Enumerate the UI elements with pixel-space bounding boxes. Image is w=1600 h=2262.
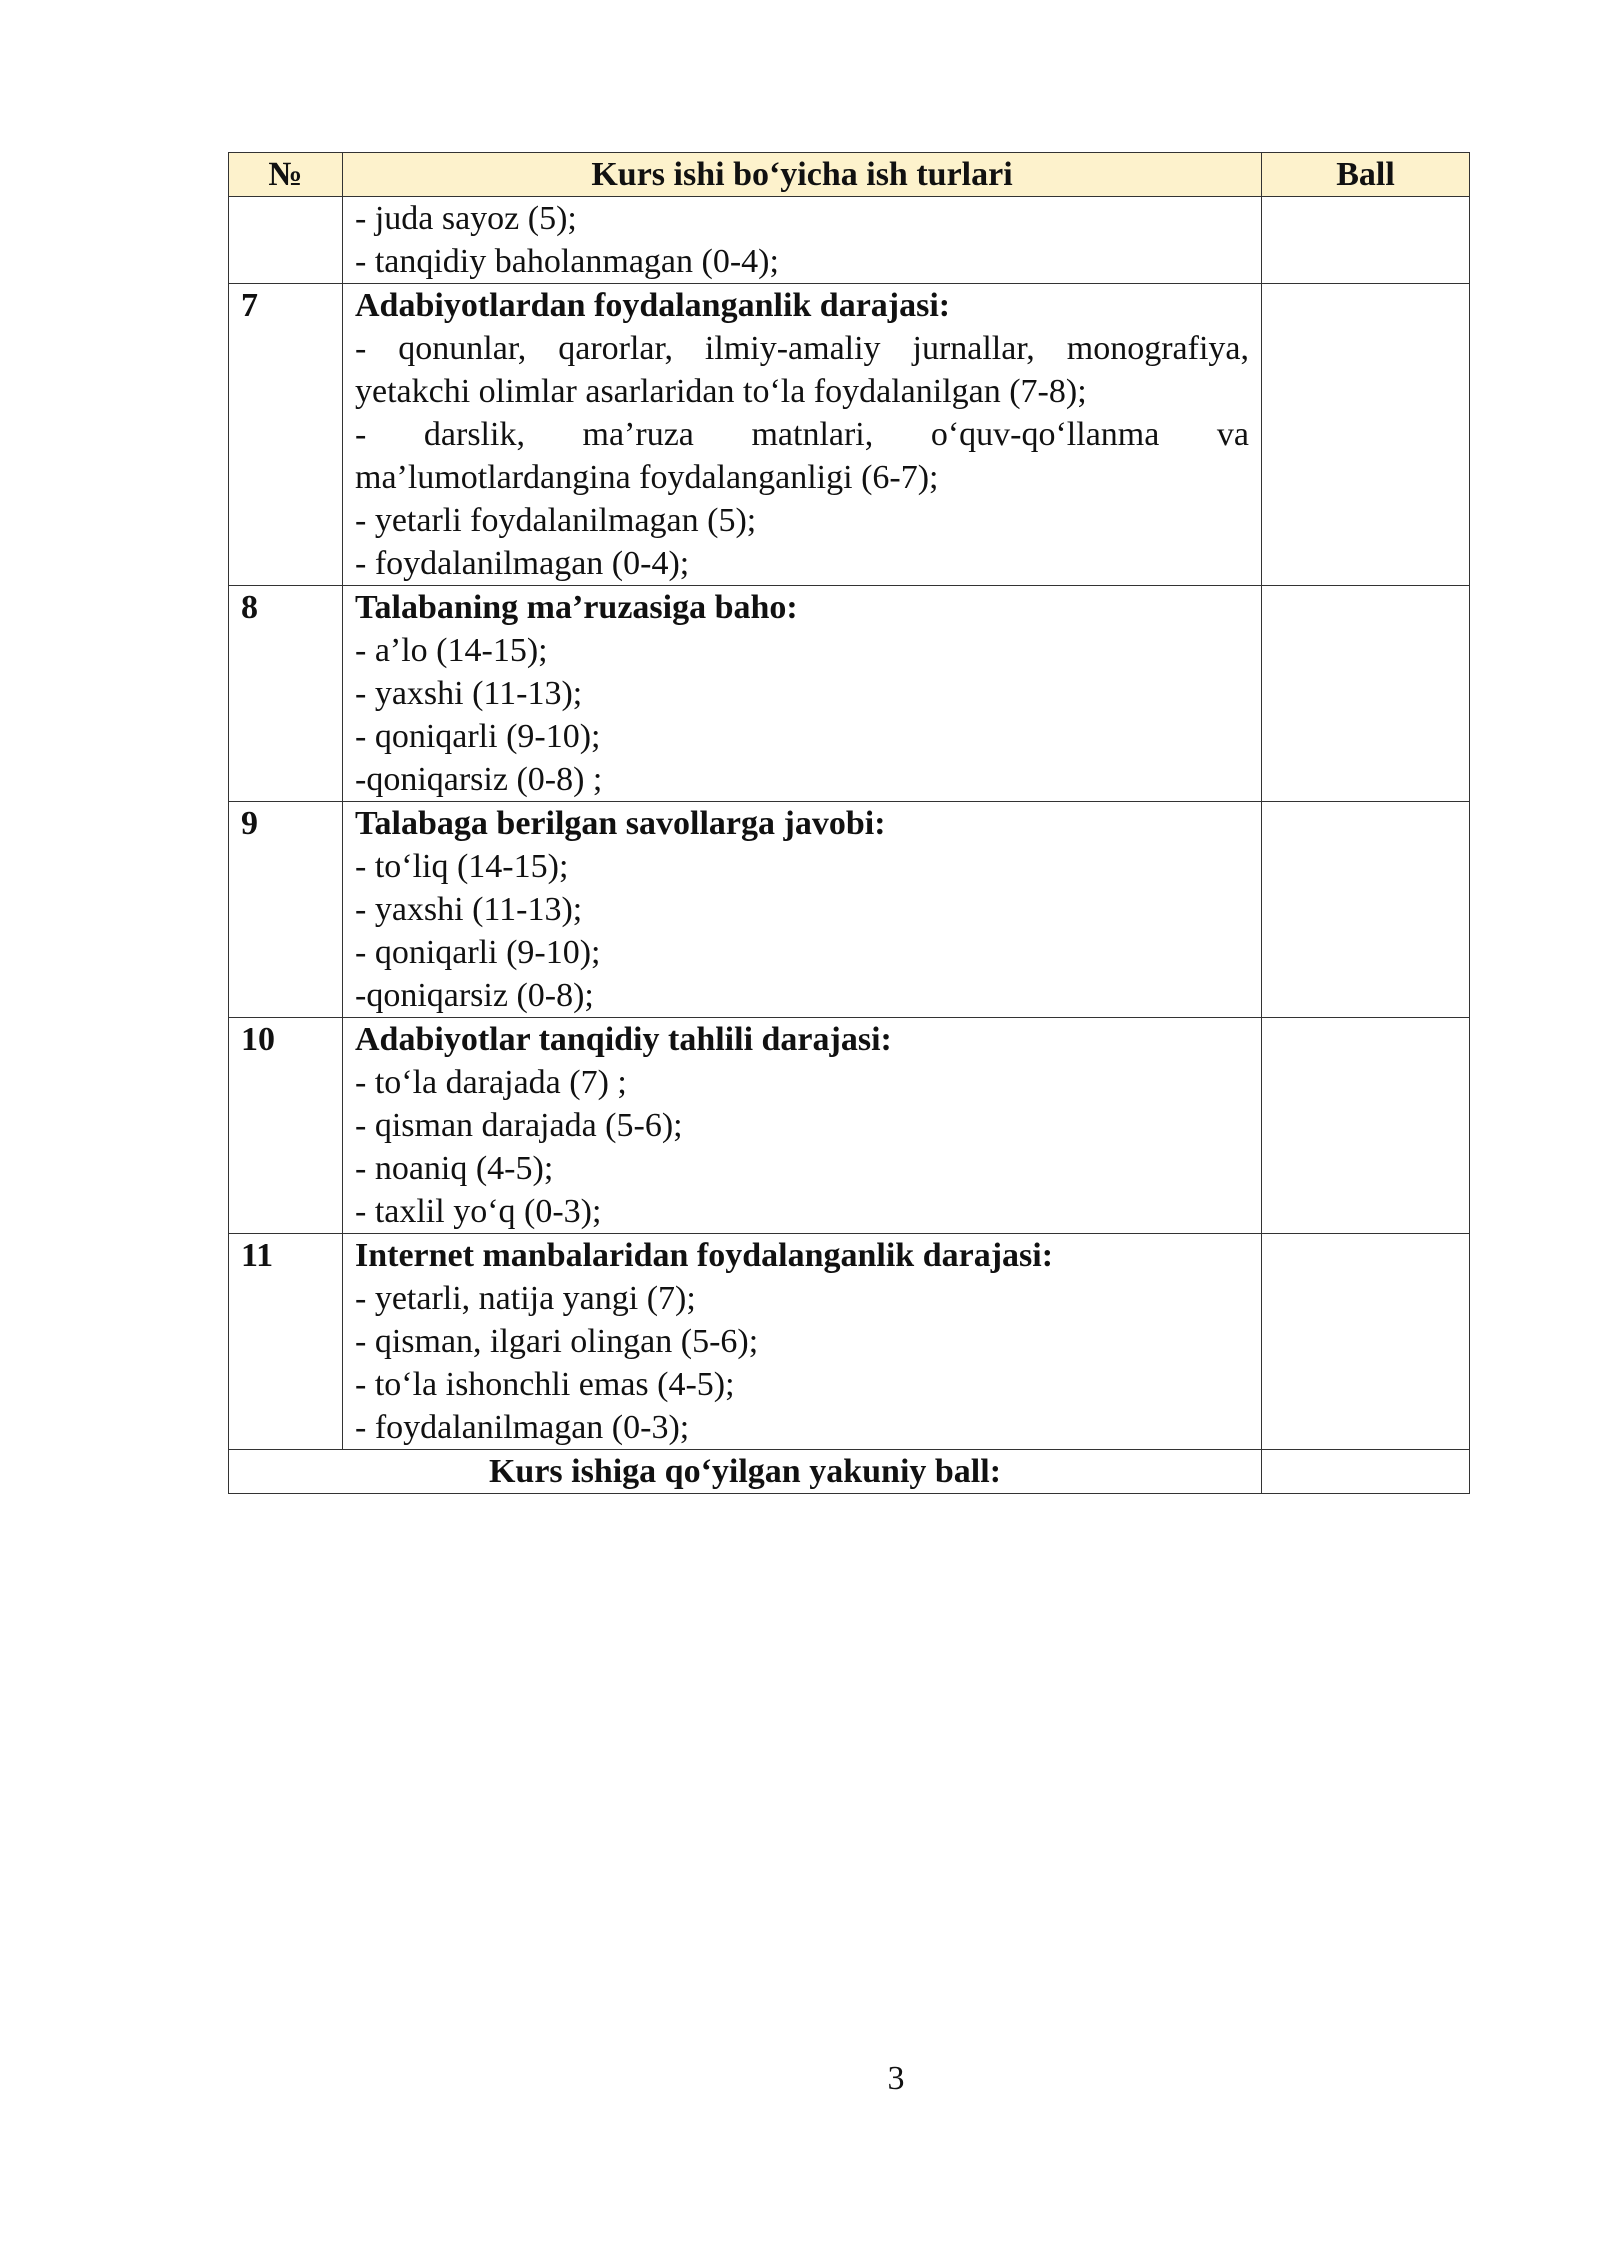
row-title: Internet manbalaridan foydalanganlik darajasi: <box>355 1237 1054 1274</box>
row-num: 11 <box>229 1234 343 1450</box>
criterion-line: - taxlil yo‘q (0-3); <box>355 1193 602 1230</box>
row-ball-cell[interactable] <box>1262 802 1470 1018</box>
table-row-9 <box>229 802 1470 1018</box>
row-num-cell <box>229 197 343 284</box>
table-row-8 <box>229 586 1470 802</box>
row-content-cell <box>343 1018 1262 1234</box>
criterion-line: - qoniqarli (9-10); <box>355 934 601 971</box>
total-ball-cell[interactable] <box>1262 1450 1470 1494</box>
page-number: 3 <box>887 2060 905 2097</box>
criterion-line: - foydalanilmagan (0-4); <box>355 545 690 582</box>
criterion-line: - to‘liq (14-15); <box>355 848 569 885</box>
table-header-row <box>229 153 1470 197</box>
criterion-line: - yetarli, natija yangi (7); <box>355 1280 696 1317</box>
criterion-line: - noaniq (4-5); <box>355 1150 554 1187</box>
header-work-types: Kurs ishi bo‘yicha ish turlari <box>343 153 1262 197</box>
criterion-line: yetakchi olimlar asarlaridan to‘la foydalanilgan (7-8); <box>355 373 1087 410</box>
row-title: Talabaning ma’ruzasiga baho: <box>355 589 798 626</box>
criterion-line: - juda sayoz (5); <box>355 200 577 237</box>
row-num: 9 <box>229 802 343 1018</box>
row-content-cell <box>343 802 1262 1018</box>
row-ball-cell[interactable] <box>1262 1234 1470 1450</box>
criterion-line: - darslik, ma’ruza matnlari, o‘quv-qo‘llanma va <box>355 416 1249 453</box>
criterion-line: - qisman darajada (5-6); <box>355 1107 683 1144</box>
table-row-7 <box>229 284 1470 586</box>
header-num: № <box>229 153 343 197</box>
row-num: 10 <box>229 1018 343 1234</box>
criterion-line: - yetarli foydalanilmagan (5); <box>355 502 757 539</box>
row-content-cell <box>343 197 1262 284</box>
row-content-cell <box>343 284 1262 586</box>
total-label: Kurs ishiga qo‘yilgan yakuniy ball: <box>229 1450 1262 1494</box>
criterion-line: - tanqidiy baholanmagan (0-4); <box>355 243 779 280</box>
row-title: Adabiyotlar tanqidiy tahlili darajasi: <box>355 1021 892 1058</box>
row-content-cell <box>343 586 1262 802</box>
row-num: 8 <box>229 586 343 802</box>
row-content-cell <box>343 1234 1262 1450</box>
criterion-line: - qoniqarli (9-10); <box>355 718 601 755</box>
criterion-line: -qoniqarsiz (0-8) ; <box>355 761 603 798</box>
criterion-line: ma’lumotlardangina foydalanganligi (6-7); <box>355 459 939 496</box>
criterion-line: - qonunlar, qarorlar, ilmiy-amaliy jurnallar, monografiya, <box>355 330 1249 367</box>
criterion-line: - to‘la ishonchli emas (4-5); <box>355 1366 735 1403</box>
row-ball-cell[interactable] <box>1262 586 1470 802</box>
row-title: Talabaga berilgan savollarga javobi: <box>355 805 886 842</box>
header-ball: Ball <box>1262 153 1470 197</box>
criterion-line: - yaxshi (11-13); <box>355 891 583 928</box>
table-row-10 <box>229 1018 1470 1234</box>
table-row-continuation <box>229 197 1470 284</box>
criterion-line: - a’lo (14-15); <box>355 632 548 669</box>
row-num: 7 <box>229 284 343 586</box>
table-row-total <box>229 1450 1470 1494</box>
row-title: Adabiyotlardan foydalanganlik darajasi: <box>355 287 951 324</box>
row-ball-cell[interactable] <box>1262 284 1470 586</box>
row-ball-cell[interactable] <box>1262 1018 1470 1234</box>
row-ball-cell[interactable] <box>1262 197 1470 284</box>
criterion-line: -qoniqarsiz (0-8); <box>355 977 594 1014</box>
criterion-line: - to‘la darajada (7) ; <box>355 1064 627 1101</box>
evaluation-table <box>228 152 1470 1494</box>
table-row-11 <box>229 1234 1470 1450</box>
criterion-line: - qisman, ilgari olingan (5-6); <box>355 1323 759 1360</box>
criterion-line: - foydalanilmagan (0-3); <box>355 1409 690 1446</box>
criterion-line: - yaxshi (11-13); <box>355 675 583 712</box>
